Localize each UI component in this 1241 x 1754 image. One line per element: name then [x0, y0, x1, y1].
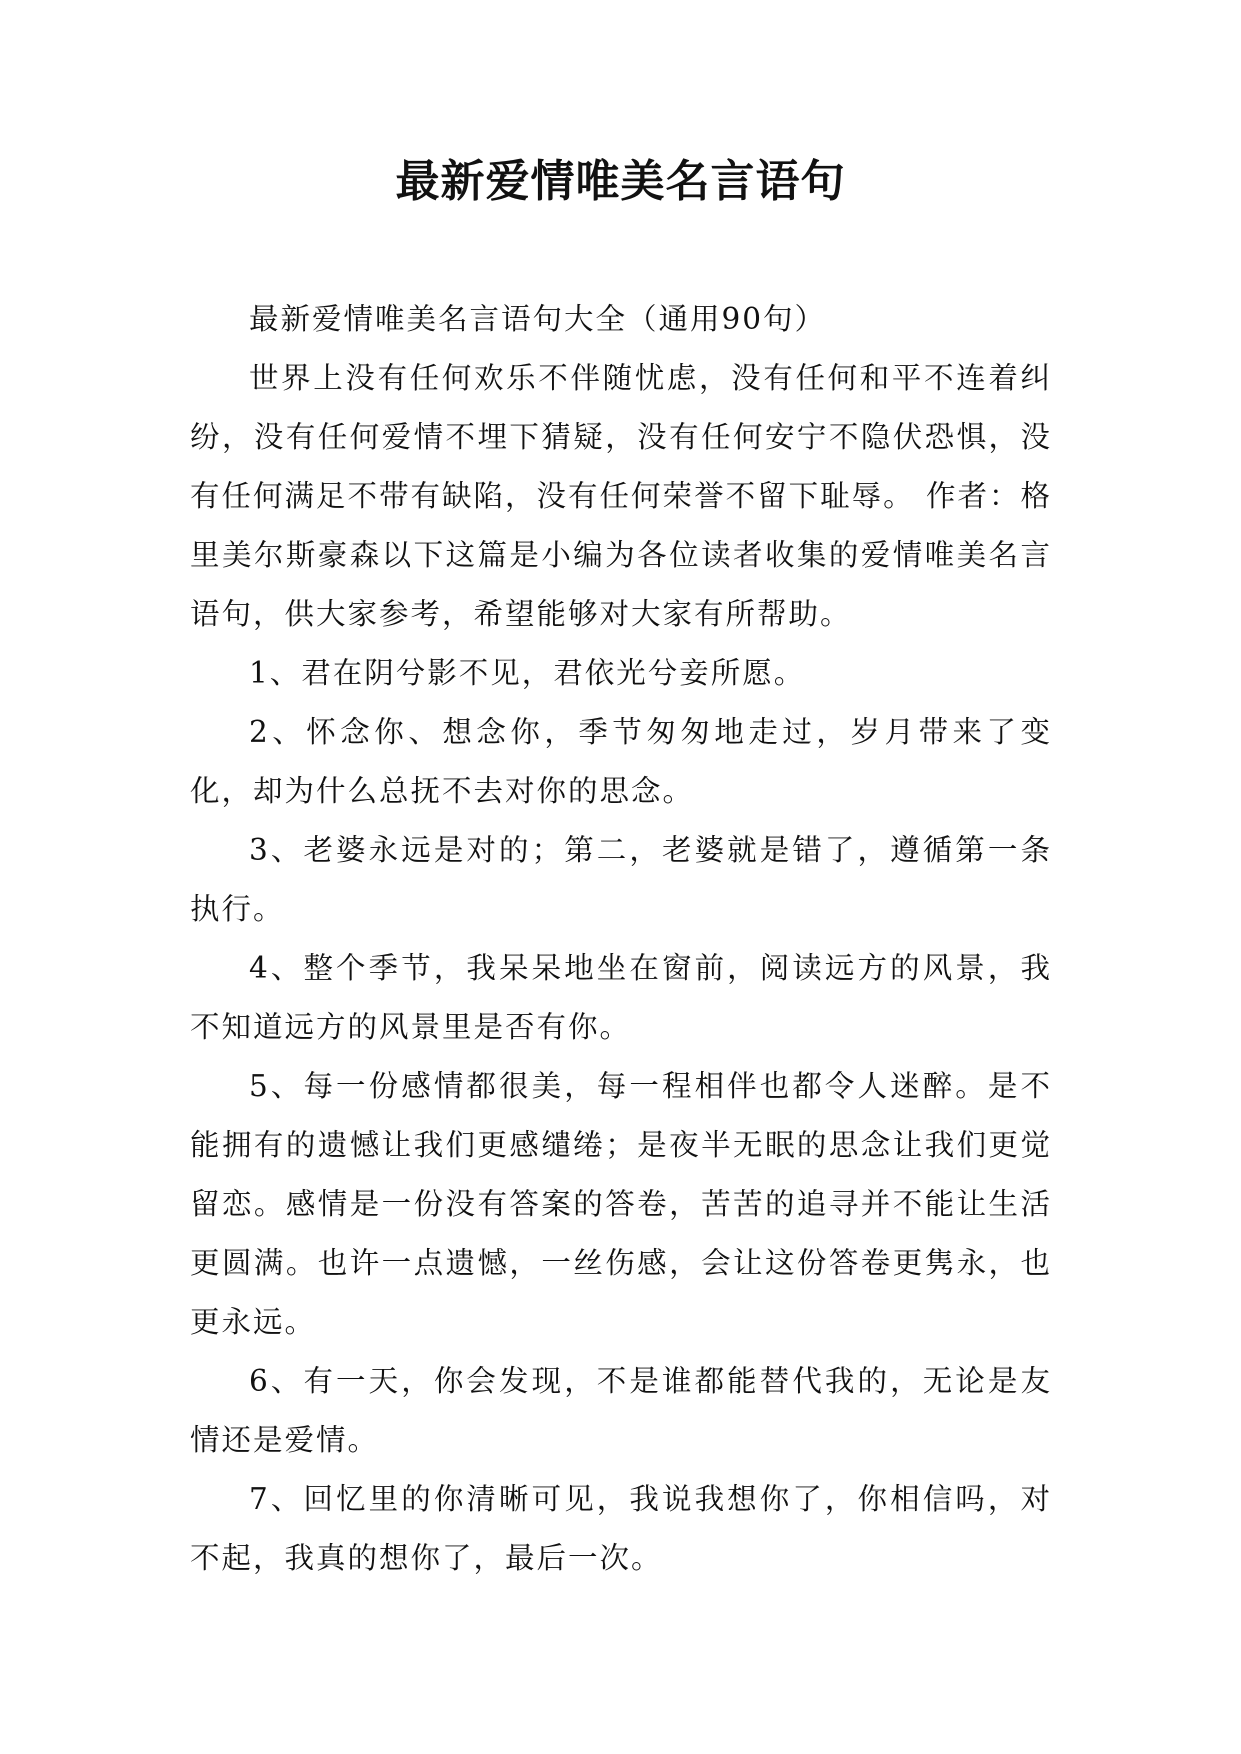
intro-heading: 最新爱情唯美名言语句大全（通用90句）: [249, 302, 827, 336]
intro-paragraph: 世界上没有任何欢乐不伴随忧虑，没有任何和平不连着纠纷，没有任何爱情不埋下猜疑，没有任何安宁不隐伏恐惧，没有任何满足不带有缺陷，没有任何荣誉不留下耻辱。 作者：格里美尔斯豪森以下这篇是小编为各位读者收集的爱情唯美名言语句，供大家参考，希望能够对大家有所帮助。: [190, 361, 1052, 631]
document-body: [190, 290, 1052, 1588]
quote-item: 7、回忆里的你清晰可见，我说我想你了，你相信吗，对不起，我真的想你了，最后一次。: [190, 1482, 1052, 1575]
quote-item: 6、有一天，你会发现，不是谁都能替代我的，无论是友情还是爱情。: [190, 1364, 1052, 1457]
quote-item: 3、老婆永远是对的；第二，老婆就是错了，遵循第一条执行。: [190, 833, 1052, 926]
quote-item: 4、整个季节，我呆呆地坐在窗前，阅读远方的风景，我不知道远方的风景里是否有你。: [190, 951, 1052, 1044]
quote-item: 5、每一份感情都很美，每一程相伴也都令人迷醉。是不能拥有的遗憾让我们更感缱绻；是夜半无眠的思念让我们更觉留恋。感情是一份没有答案的答卷，苦苦的追寻并不能让生活更圆满。也许一点遗憾，一丝伤感，会让这份答卷更隽永，也更永远。: [190, 1069, 1052, 1339]
quote-item: 2、怀念你、想念你，季节匆匆地走过，岁月带来了变化，却为什么总抚不去对你的思念。: [190, 715, 1052, 808]
page-title: 最新爱情唯美名言语句: [395, 156, 846, 207]
quote-item: 1、君在阴兮影不见，君依光兮妾所愿。: [249, 656, 806, 690]
